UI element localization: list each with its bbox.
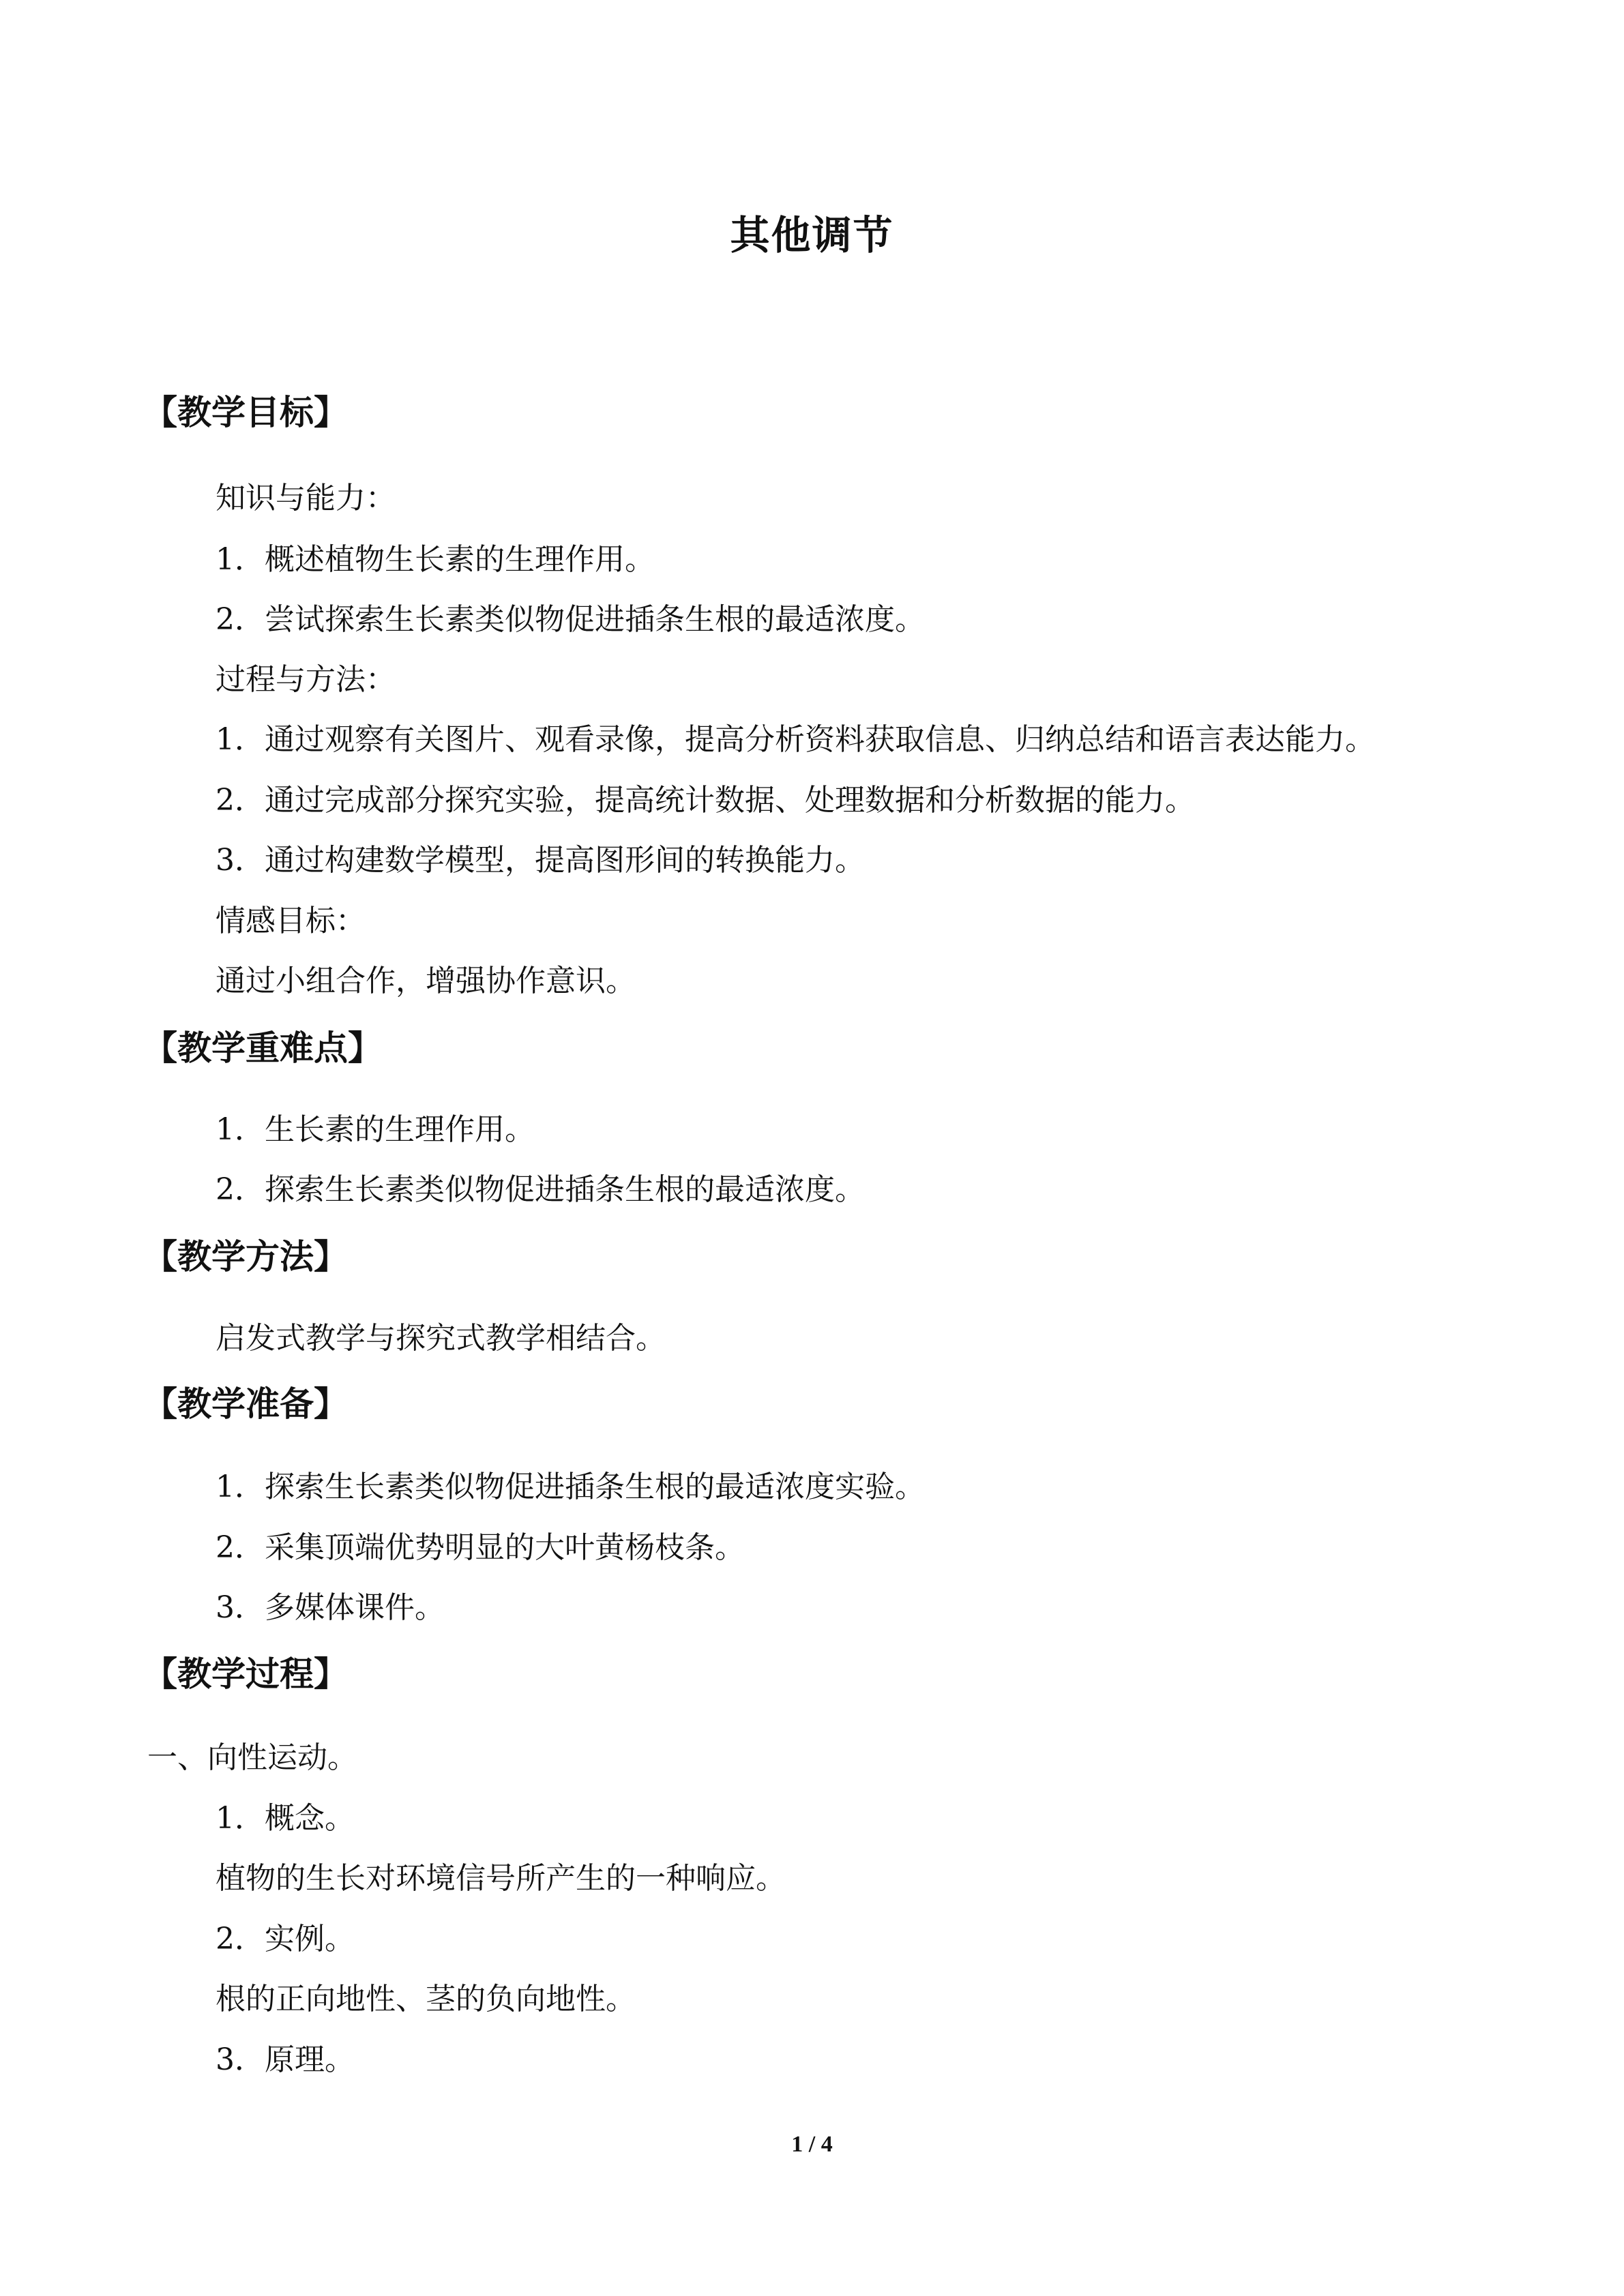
objectives-line: 2．通过完成部分探究实验，提高统计数据、处理数据和分析数据的能力。 <box>216 783 1195 818</box>
process-line: 2．实例。 <box>216 1922 355 1956</box>
page-number: 1 / 4 <box>791 2132 833 2157</box>
heading-key-points: 【教学重难点】 <box>143 1028 382 1068</box>
heading-methods: 【教学方法】 <box>143 1236 348 1277</box>
objectives-line: 3．通过构建数学模型，提高图形间的转换能力。 <box>216 843 865 878</box>
objectives-line: 知识与能力： <box>216 481 396 516</box>
heading-objectives: 【教学目标】 <box>143 392 348 432</box>
objectives-line: 情感目标： <box>216 904 366 938</box>
document-title: 其他调节 <box>730 212 894 258</box>
objectives-line: 2．尝试探索生长素类似物促进插条生根的最适浓度。 <box>216 602 925 637</box>
preparation-line: 1．探索生长素类似物促进插条生根的最适浓度实验。 <box>216 1470 925 1504</box>
objectives-line: 1．通过观察有关图片、观看录像，提高分析资料获取信息、归纳总结和语言表达能力。 <box>216 722 1375 757</box>
objectives-line: 过程与方法： <box>216 662 396 697</box>
heading-preparation: 【教学准备】 <box>143 1384 348 1424</box>
preparation-line: 2．采集顶端优势明显的大叶黄杨枝条。 <box>216 1530 745 1565</box>
objectives-line: 1．概述植物生长素的生理作用。 <box>216 542 655 577</box>
process-line: 1．概念。 <box>216 1801 355 1836</box>
process-line: 3．原理。 <box>216 2042 355 2077</box>
methods-line: 启发式教学与探究式教学相结合。 <box>216 1321 666 1356</box>
process-line: 植物的生长对环境信号所产生的一种响应。 <box>216 1861 786 1896</box>
process-top-item: 一、向性运动。 <box>147 1740 357 1775</box>
heading-process: 【教学过程】 <box>143 1654 348 1694</box>
process-line: 根的正向地性、茎的负向地性。 <box>216 1982 636 2016</box>
objectives-line: 通过小组合作，增强协作意识。 <box>216 964 636 998</box>
preparation-line: 3．多媒体课件。 <box>216 1590 445 1625</box>
key-points-line: 1．生长素的生理作用。 <box>216 1112 535 1147</box>
key-points-line: 2．探索生长素类似物促进插条生根的最适浓度。 <box>216 1172 865 1207</box>
